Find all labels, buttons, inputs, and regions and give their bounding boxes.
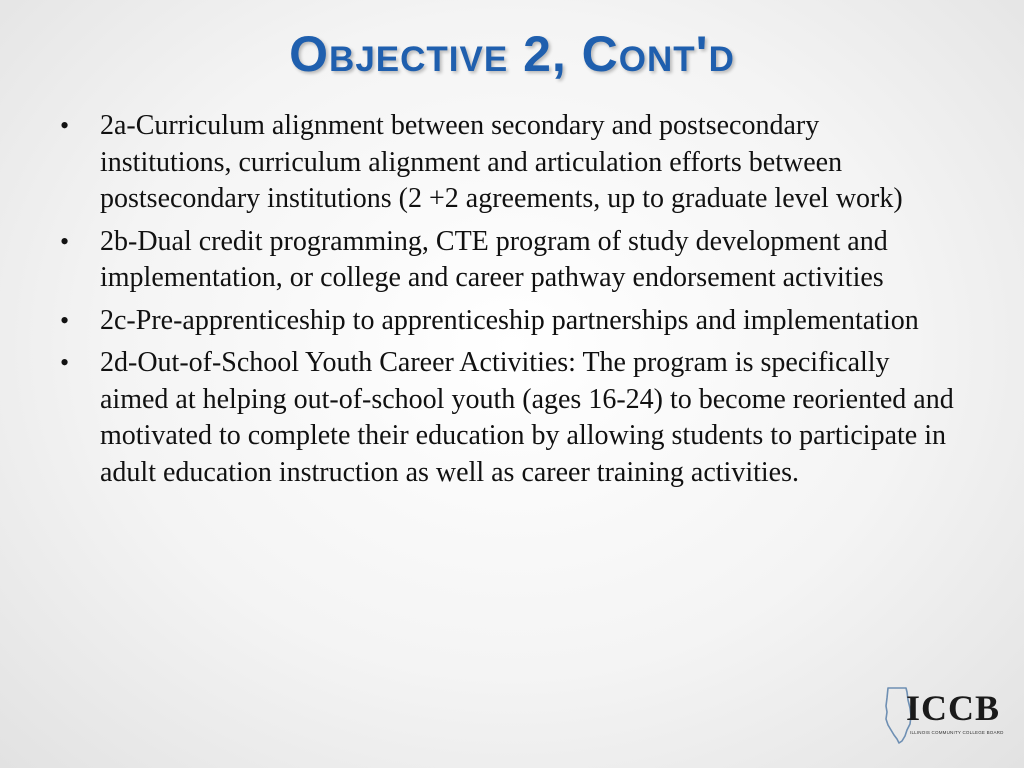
bullet-item-2d [56,345,956,491]
bullet-text: 2a-Curriculum alignment between secondary and postsecondary institutions, curriculum alignment and articulation efforts between postsecondary institutions (2 +2 agreements, up to graduate level work) [100,110,903,214]
logo-acronym: ICCB [906,688,1001,728]
iccb-logo [880,686,1010,748]
bullet-glyph: • [60,348,70,377]
bullet-glyph: • [60,111,70,140]
bullet-glyph: • [60,305,70,335]
bullet-text: 2b-Dual credit programming, CTE program of study development and implementation, or college and career pathway endorsement activities [100,225,888,293]
bullet-item-2a [56,108,956,218]
bullet-list [56,108,956,497]
bullet-item-2c [56,303,956,340]
bullet-text: 2c-Pre-apprenticeship to apprenticeship partnerships and implementation [100,304,919,336]
bullet-text: 2d-Out-of-School Youth Career Activities: The program is specifically aimed at helping out-of-school youth (ages 16-24) to become reoriented and motivated to complete their education by allowing students to participate in adult education instruction as well as career training activities. [100,347,954,488]
logo-subtitle: ILLINOIS COMMUNITY COLLEGE BOARD [910,730,1004,735]
bullet-item-2b [56,224,956,297]
bullet-glyph: • [60,226,70,256]
slide-title: Objective 2, Cont'd [289,26,735,82]
